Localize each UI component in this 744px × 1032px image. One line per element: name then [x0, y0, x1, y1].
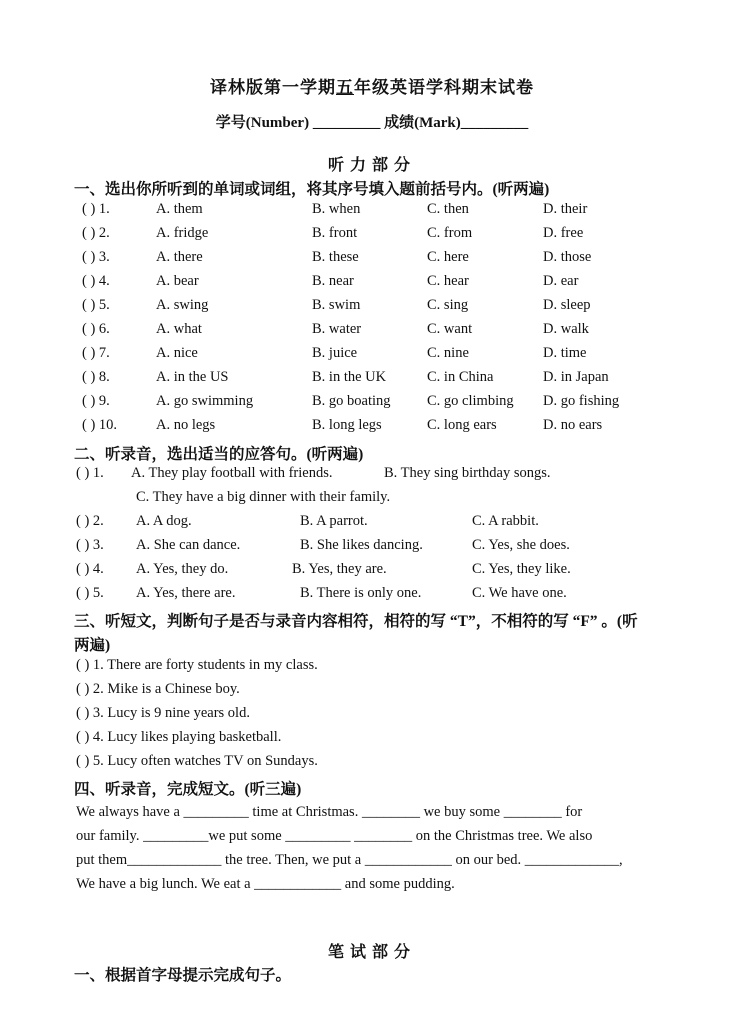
question-number: ( ) 2.	[82, 225, 110, 241]
option-a: A. swing	[156, 297, 209, 313]
option-b: B. A parrot.	[300, 513, 368, 529]
part3-statement: ( ) 1. There are forty students in my class.	[76, 657, 318, 673]
option-b: B. water	[312, 321, 362, 337]
option-d: D. those	[543, 249, 592, 265]
question-number: ( ) 4.	[76, 561, 104, 577]
option-b: B. go boating	[312, 393, 391, 409]
option-d: D. free	[543, 225, 584, 241]
option-c: C. go climbing	[427, 393, 514, 409]
cloze-passage	[76, 800, 668, 896]
question-number: ( ) 1.	[76, 465, 104, 481]
option-c: C. in China	[427, 369, 494, 385]
option-a: A. bear	[156, 273, 199, 289]
exam-title: 译林版第一学期五年级英语学科期末试卷	[210, 78, 534, 97]
question-number: ( ) 6.	[82, 321, 110, 337]
question-number: ( ) 10.	[82, 417, 118, 433]
part3-statement: ( ) 4. Lucy likes playing basketball.	[76, 729, 282, 745]
question-number: ( ) 5.	[76, 585, 104, 601]
option-d: D. sleep	[543, 297, 591, 313]
question-number: ( ) 3.	[76, 537, 104, 553]
part3-instruction-line1: 三、听短文，判断句子是否与录音内容相符，相符的写 “T”，不相符的写 “F” 。(听	[74, 613, 638, 630]
option-c: C. here	[427, 249, 469, 265]
option-c: C. from	[427, 225, 473, 241]
option-c: C. Yes, she does.	[472, 537, 570, 553]
option-d: D. no ears	[543, 417, 603, 433]
question-number: ( ) 5.	[82, 297, 110, 313]
option-b: B. Yes, they are.	[292, 561, 387, 577]
option-a: A. them	[156, 201, 203, 217]
option-a: A. They play football with friends.	[131, 465, 333, 481]
option-d: D. ear	[543, 273, 579, 289]
option-c: C. Yes, they like.	[472, 561, 571, 577]
question-number: ( ) 3.	[82, 249, 110, 265]
option-a: A. go swimming	[156, 393, 254, 409]
option-b: B. They sing birthday songs.	[384, 465, 551, 481]
option-b: B. when	[312, 201, 361, 217]
option-c: C. We have one.	[472, 585, 567, 601]
option-b: B. near	[312, 273, 354, 289]
part3-statement: ( ) 5. Lucy often watches TV on Sundays.	[76, 753, 318, 769]
part4-instruction: 四、听录音，完成短文。(听三遍)	[74, 781, 302, 798]
option-c: C. want	[427, 321, 473, 337]
option-a: A. She can dance.	[136, 537, 241, 553]
option-a: A. A dog.	[136, 513, 192, 529]
option-c: C. long ears	[427, 417, 497, 433]
option-a: A. in the US	[156, 369, 229, 385]
option-a: A. fridge	[156, 225, 209, 241]
question-number: ( ) 8.	[82, 369, 110, 385]
question-number: ( ) 1.	[82, 201, 110, 217]
question-number: ( ) 7.	[82, 345, 110, 361]
part3-instruction-line2: 两遍)	[74, 637, 111, 654]
option-c: C. hear	[427, 273, 469, 289]
question-number: ( ) 2.	[76, 513, 104, 529]
option-a: A. there	[156, 249, 203, 265]
option-d: D. their	[543, 201, 588, 217]
option-a: A. no legs	[156, 417, 216, 433]
part3-statement: ( ) 2. Mike is a Chinese boy.	[76, 681, 240, 697]
grade-underlined: 五	[336, 78, 354, 97]
option-d: D. walk	[543, 321, 589, 337]
option-a: A. what	[156, 321, 202, 337]
option-d: D. go fishing	[543, 393, 620, 409]
option-c: C. then	[427, 201, 469, 217]
option-b: B. these	[312, 249, 359, 265]
listening-section-heading: 听力部分	[327, 157, 416, 174]
option-b: B. swim	[312, 297, 361, 313]
option-b: B. juice	[312, 345, 358, 361]
cloze-line: put them_____________ the tree. Then, we put a ____________ on our bed. _____________,	[76, 852, 623, 868]
option-a: A. Yes, there are.	[136, 585, 236, 601]
question-number: ( ) 4.	[82, 273, 110, 289]
option-b: B. front	[312, 225, 358, 241]
option-a: A. nice	[156, 345, 198, 361]
option-b: B. There is only one.	[300, 585, 422, 601]
question-number: ( ) 9.	[82, 393, 110, 409]
part3-statement: ( ) 3. Lucy is 9 nine years old.	[76, 705, 250, 721]
option-c: C. nine	[427, 345, 469, 361]
option-c: C. sing	[427, 297, 469, 313]
option-b: B. long legs	[312, 417, 382, 433]
option-c: C. They have a big dinner with their family.	[136, 489, 391, 505]
written-part1-instruction: 一、根据首字母提示完成句子。	[74, 967, 292, 984]
part1-instruction: 一、选出你所听到的单词或词组，将其序号填入题前括号内。(听两遍)	[74, 181, 550, 198]
cloze-line: We always have a _________ time at Christmas. ________ we buy some ________ for	[76, 804, 583, 820]
option-b: B. She likes dancing.	[300, 537, 423, 553]
part2-instruction: 二、听录音，选出适当的应答句。(听两遍)	[74, 446, 364, 463]
option-b: B. in the UK	[312, 369, 387, 385]
cloze-line: our family. _________we put some _________ ________ on the Christmas tree. We also	[76, 828, 593, 844]
option-a: A. Yes, they do.	[136, 561, 229, 577]
option-d: D. in Japan	[543, 369, 609, 385]
cloze-line: We have a big lunch. We eat a ____________ and some pudding.	[76, 876, 455, 892]
option-d: D. time	[543, 345, 587, 361]
option-c: C. A rabbit.	[472, 513, 539, 529]
written-section-heading: 笔试部分	[327, 944, 416, 961]
student-info-line: 学号(Number) _________ 成绩(Mark)_________	[215, 115, 529, 131]
